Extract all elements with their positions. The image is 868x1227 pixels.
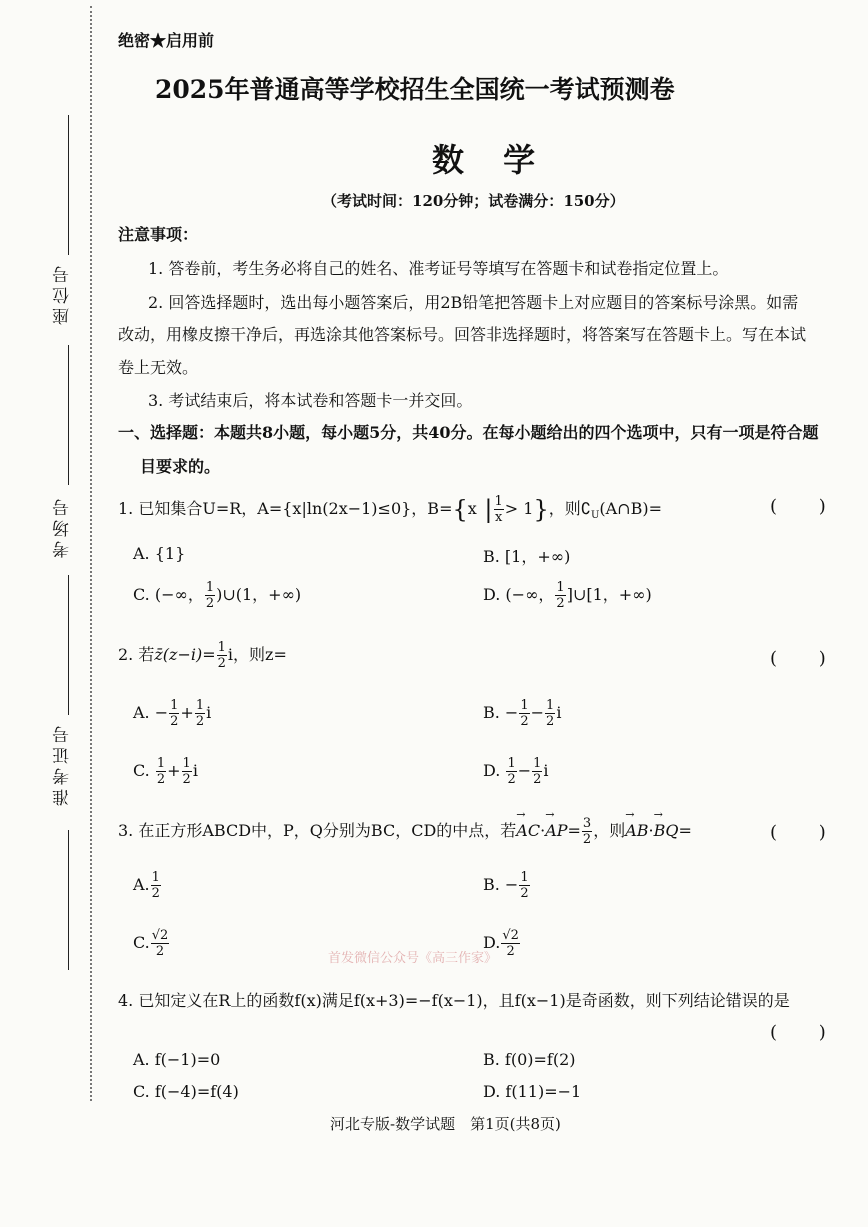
question-1-stem: 1. 已知集合U=R，A={x|ln(2x−1)≤0}，B={x | $\frac{1}{x}$ > 1}，则$∁_U(A\cap B)=$ [118,494,662,525]
margin-ticket-label: 准考证号 [53,722,73,806]
q2-option-d: D. $\frac{1}{2}$ − $\frac{1}{2}$ i [483,756,549,787]
page-footer: 河北专版-数学试题 第1页(共8页) [330,1115,561,1133]
question-2-stem: 2. 若z̄(z−i)= $\frac{1}{2}$ i，则z= [118,640,287,671]
note-item: 改动，用橡皮擦干净后，再选涂其他答案标号。回答非选择题时，将答案写在答题卡上。写在本试 [118,325,807,344]
q3-option-d: D. $\frac{√2}{2}$ [483,928,519,959]
note-item: 2. 回答选择题时，选出每小题答案后，用2B铅笔把答题卡上对应题目的答案标号涂黑。如需 [148,293,799,312]
answer-paren: ( ) [770,1022,844,1043]
q1-option-b: B. [1，+∞) [483,547,571,566]
note-item: 1. 答卷前，考生务必将自己的姓名、准考证号等填写在答题卡和试卷指定位置上。 [148,259,729,278]
notes-heading: 注意事项： [118,225,199,244]
q3-option-a: A. $\frac{1}{2}$ [133,870,160,901]
note-item: 卷上无效。 [118,358,199,377]
section-heading: 一、选择题：本题共8小题，每小题5分，共40分。在每小题给出的四个选项中，只有一项是符合题 [118,423,819,442]
q1-option-c: C. (−∞， $\frac{1}{2}$ )∪(1，+∞) [133,580,302,611]
subject-title: 数 学 [432,141,550,179]
q1-option-d: D. (−∞， $\frac{1}{2}$ ]∪[1，+∞) [483,580,652,611]
q4-option-d: D. f(11)=−1 [483,1082,582,1101]
q4-option-b: B. f(0)=f(2) [483,1050,576,1069]
binding-line [90,6,92,1101]
answer-paren: ( ) [770,822,844,843]
margin-line [68,115,69,255]
margin-line [68,345,69,485]
section-heading-cont: 目要求的。 [140,457,221,476]
q4-option-c: C. f(−4)=f(4) [133,1082,239,1101]
q4-option-a: A. f(−1)=0 [133,1050,221,1069]
question-4-stem: 4. 已知定义在R上的函数f(x)满足f(x+3)=−f(x−1)，且f(x−1)是奇函数，则下列结论错误的是 [118,991,790,1010]
margin-line [68,830,69,970]
confidential-mark: 绝密★启用前 [118,31,215,50]
q2-option-c: C. $\frac{1}{2}$ + $\frac{1}{2}$ i [133,756,198,787]
margin-room-label: 考场号 [53,495,73,558]
q3-option-c: C. $\frac{√2}{2}$ [133,928,169,959]
watermark: 首发微信公众号《高三作家》 [328,951,498,966]
answer-paren: ( ) [770,496,844,517]
q3-option-b: B. − $\frac{1}{2}$ [483,870,529,901]
q1-option-a: A. {1} [133,544,186,563]
answer-paren: ( ) [770,648,844,669]
q2-option-b: B. − $\frac{1}{2}$ − $\frac{1}{2}$ i [483,698,562,729]
exam-info: （考试时间：120分钟；试卷满分：150分） [322,192,625,210]
margin-seat-label: 座位号 [53,262,73,325]
margin-line [68,575,69,715]
exam-title: 2025年普通高等学校招生全国统一考试预测卷 [155,75,675,104]
question-3-stem: 3. 在正方形ABCD中，P，Q分别为BC，CD的中点，若→ AC·→ AP= $\frac{3}{2}$ ，则→ AB·→ BQ= [118,816,692,847]
q2-option-a: A. − $\frac{1}{2}$ + $\frac{1}{2}$ i [133,698,212,729]
note-item: 3. 考试结束后，将本试卷和答题卡一并交回。 [148,391,473,410]
